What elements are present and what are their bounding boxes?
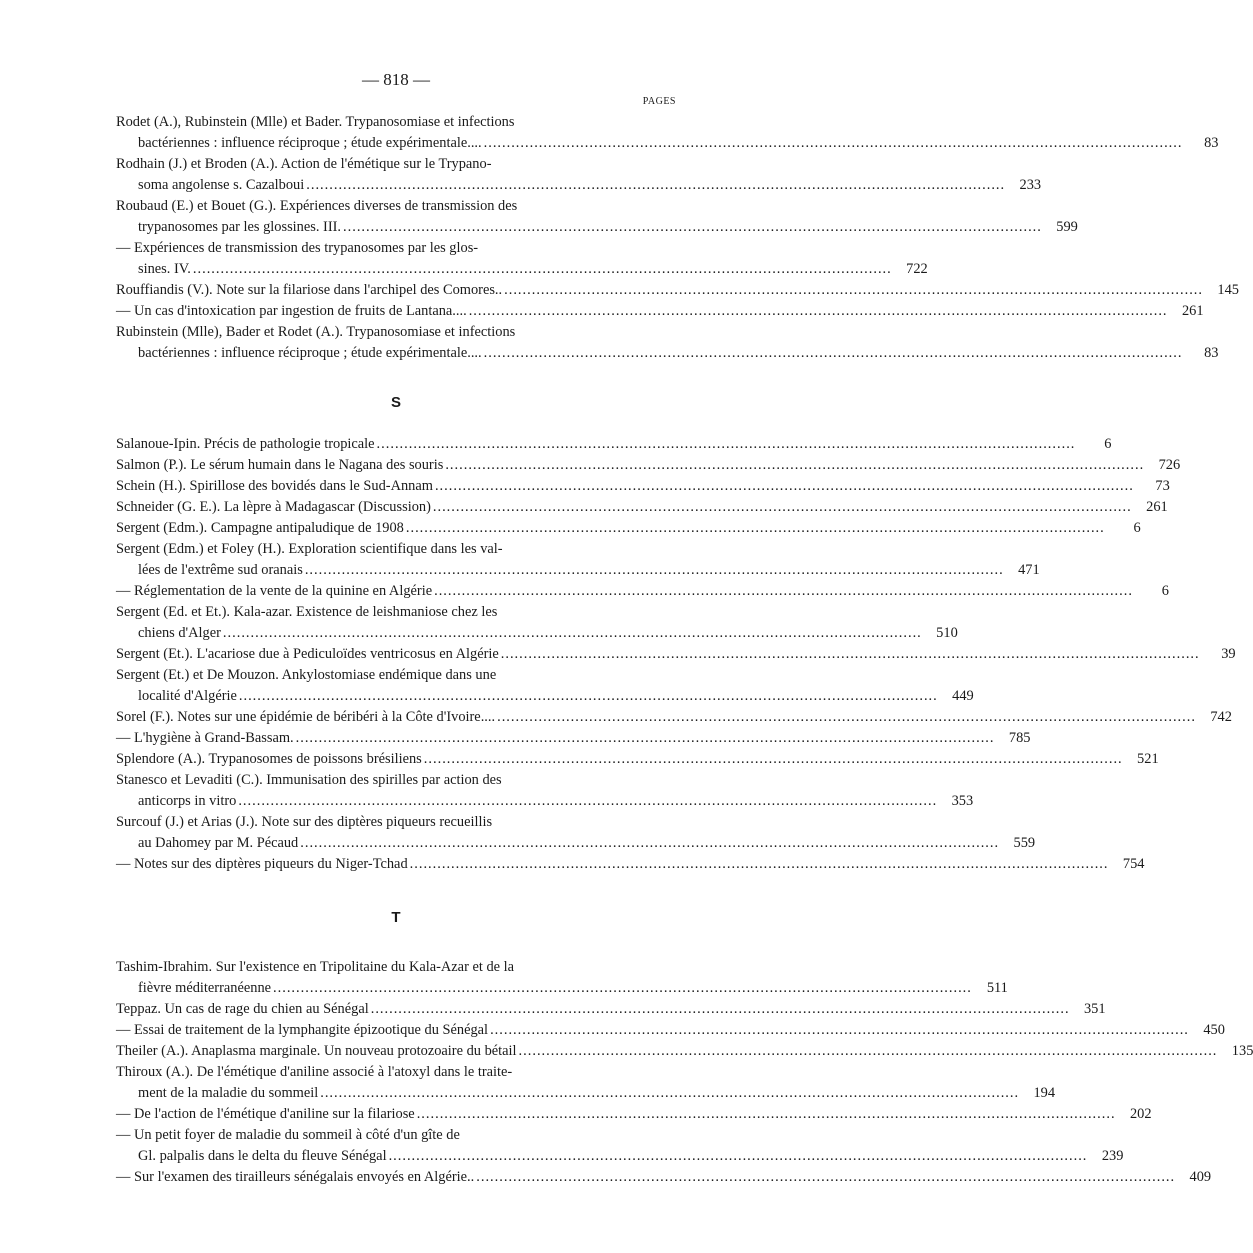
entry-line	[116, 434, 1112, 455]
entry-text: Sergent (Ed. et Et.). Kala-azar. Existence de leishmaniose chez les	[116, 604, 498, 620]
dot-leader	[424, 749, 1123, 770]
dot-leader	[484, 133, 1183, 154]
index-entry	[116, 301, 1204, 322]
entry-line	[116, 259, 928, 280]
page-number: 726	[1158, 457, 1181, 473]
entry-text: Rubinstein (Mlle), Bader et Rodet (A.). Trypanosomiase et infections	[116, 324, 516, 340]
index-entry	[116, 476, 1170, 497]
entry-line	[116, 1125, 676, 1146]
index-entry	[116, 539, 1040, 581]
entry-text: au Dahomey par M. Pécaud	[138, 835, 299, 851]
entry-text: soma angolense s. Cazalboui	[138, 177, 305, 193]
page-number: 510	[936, 625, 958, 641]
index-entry	[116, 1062, 1056, 1104]
entry-line	[116, 812, 676, 833]
section-letter-t: T	[391, 909, 401, 926]
entry-text: — Réglementation de la vente de la quinine en Algérie	[116, 583, 433, 599]
page-number: 194	[1033, 1085, 1056, 1101]
index-entry	[116, 1041, 1253, 1062]
entry-line	[116, 497, 1168, 518]
dot-leader	[469, 301, 1168, 322]
entry-text: Rouffiandis (V.). Note sur la filariose dans l'archipel des Comores..	[116, 282, 503, 298]
dot-leader	[239, 686, 938, 707]
index-entry	[116, 196, 1078, 238]
entry-text: fièvre méditerranéenne	[138, 980, 272, 996]
entry-line	[116, 518, 1141, 539]
index-entry	[116, 518, 1141, 539]
index-entry	[116, 1167, 1212, 1188]
dot-leader	[504, 280, 1203, 301]
dot-leader	[417, 1104, 1116, 1125]
entry-line	[116, 665, 676, 686]
index-entry	[116, 238, 928, 280]
entry-text: — Expériences de transmission des trypanosomes par les glos-	[116, 240, 479, 256]
entry-text: trypanosomes par les glossines. III.	[138, 219, 342, 235]
entry-text: — Sur l'examen des tirailleurs sénégalais envoyés en Algérie..	[116, 1169, 475, 1185]
entry-line	[116, 1146, 1124, 1167]
dot-leader	[377, 434, 1076, 455]
index-entry	[116, 322, 1219, 364]
entry-text: Sergent (Edm.) et Foley (H.). Exploration scientifique dans les val-	[116, 541, 503, 557]
section-t-entries	[116, 957, 1253, 1188]
entry-line	[116, 154, 676, 175]
index-entry	[116, 434, 1112, 455]
entry-line	[116, 539, 676, 560]
dot-leader	[406, 518, 1105, 539]
section-s-entries	[116, 434, 1236, 875]
entry-line	[116, 770, 676, 791]
entry-line	[116, 581, 1169, 602]
entry-text: ment de la maladie du sommeil	[138, 1085, 319, 1101]
index-entry	[116, 728, 1031, 749]
entry-line	[116, 833, 1036, 854]
page-number: 145	[1217, 282, 1239, 298]
page-number: 6	[1104, 436, 1112, 452]
entry-line	[116, 455, 1181, 476]
entry-text: — De l'action de l'émétique d'aniline sur la filariose	[116, 1106, 415, 1122]
entry-text: — Un cas d'intoxication par ingestion de fruits de Lantana....	[116, 303, 467, 319]
page-number: 6	[1161, 583, 1169, 599]
entry-line	[116, 978, 1008, 999]
entry-text: Splendore (A.). Trypanosomes de poissons brésiliens	[116, 751, 422, 767]
entry-line	[116, 686, 974, 707]
dot-leader	[484, 343, 1183, 364]
entry-line	[116, 707, 1232, 728]
page-number: 73	[1155, 478, 1170, 494]
entry-line	[116, 602, 676, 623]
entry-text: chiens d'Alger	[138, 625, 221, 641]
page-folio: — 818 —	[362, 70, 430, 89]
dot-leader	[434, 581, 1133, 602]
entry-line	[116, 343, 1219, 364]
index-entry	[116, 581, 1169, 602]
index-entry	[116, 957, 1008, 999]
index-entry	[116, 665, 974, 707]
entry-line	[116, 1041, 1253, 1062]
entry-text: Salanoue-Ipin. Précis de pathologie tropicale	[116, 436, 375, 452]
entry-text: — Essai de traitement de la lymphangite épizootique du Sénégal	[116, 1022, 489, 1038]
dot-leader	[389, 1146, 1088, 1167]
dot-leader	[238, 791, 937, 812]
page-number: 471	[1018, 562, 1040, 578]
entry-text: — L'hygiène à Grand-Bassam.	[116, 730, 294, 746]
page-number: 261	[1146, 499, 1168, 515]
entry-text: Salmon (P.). Le sérum humain dans le Nagana des souris	[116, 457, 444, 473]
entry-text: Roubaud (E.) et Bouet (G.). Expériences diverses de transmission des	[116, 198, 518, 214]
entry-text: Thiroux (A.). De l'émétique d'aniline associé à l'atoxyl dans le traite-	[116, 1064, 513, 1080]
dot-leader	[320, 1083, 1019, 1104]
entry-line	[116, 1167, 1212, 1188]
dot-leader	[501, 644, 1200, 665]
entry-text: Sergent (Et.). L'acariose due à Pediculoïdes ventricosus en Algérie	[116, 646, 499, 662]
entry-line	[116, 728, 1031, 749]
pages-column-label: PAGES	[642, 96, 676, 107]
page-number: 599	[1056, 219, 1078, 235]
entry-line	[116, 112, 676, 133]
page-number: 39	[1221, 646, 1236, 662]
entry-text: — Notes sur des diptères piqueurs du Niger-Tchad	[116, 856, 408, 872]
page-number: 449	[952, 688, 974, 704]
entry-text: Gl. palpalis dans le delta du fleuve Sénégal	[138, 1148, 387, 1164]
entry-text: bactériennes : influence réciproque ; étude expérimentale....	[138, 345, 482, 361]
page-number: 135	[1231, 1043, 1253, 1059]
dot-leader	[300, 833, 999, 854]
page-number: 511	[986, 980, 1008, 996]
entry-text: bactériennes : influence réciproque ; étude expérimentale....	[138, 135, 482, 151]
index-entry	[116, 1104, 1152, 1125]
dot-leader	[193, 259, 892, 280]
entry-text: Sorel (F.). Notes sur une épidémie de béribéri à la Côte d'Ivoire....	[116, 709, 496, 725]
entry-text: anticorps in vitro	[138, 793, 237, 809]
entry-line	[116, 280, 1239, 301]
entry-text: Rodhain (J.) et Broden (A.). Action de l'émétique sur le Trypano-	[116, 156, 492, 172]
page-number: 742	[1210, 709, 1232, 725]
dot-leader	[433, 497, 1132, 518]
entry-text: — Un petit foyer de maladie du sommeil à côté d'un gîte de	[116, 1127, 460, 1143]
entry-line	[116, 217, 1078, 238]
entry-line	[116, 301, 1204, 322]
dot-leader	[410, 854, 1109, 875]
entry-text: Schein (H.). Spirillose des bovidés dans le Sud-Annam	[116, 478, 433, 494]
dot-leader	[223, 623, 922, 644]
index-entry	[116, 854, 1145, 875]
index-entry	[116, 455, 1181, 476]
index-entry	[116, 707, 1232, 728]
page-number: 83	[1204, 135, 1219, 151]
index-entry	[116, 602, 958, 644]
index-entry	[116, 1125, 1124, 1167]
entry-line	[116, 322, 676, 343]
dot-leader	[490, 1020, 1189, 1041]
entry-text: Stanesco et Levaditi (C.). Immunisation des spirilles par action des	[116, 772, 502, 788]
entry-line	[116, 238, 676, 259]
entry-line	[116, 957, 676, 978]
section-r-entries	[116, 112, 1239, 364]
index-entry	[116, 280, 1239, 301]
page-number: 202	[1129, 1106, 1152, 1122]
page-number: 351	[1083, 1001, 1106, 1017]
entry-text: localité d'Algérie	[138, 688, 237, 704]
entry-line	[116, 644, 1236, 665]
entry-line	[116, 1104, 1152, 1125]
dot-leader	[371, 999, 1070, 1020]
entry-line	[116, 196, 676, 217]
page-number: 450	[1203, 1022, 1225, 1038]
entry-line	[116, 623, 958, 644]
dot-leader	[445, 455, 1144, 476]
entry-text: sines. IV.	[138, 261, 191, 277]
entry-line	[116, 133, 1219, 154]
entry-text: Theiler (A.). Anaplasma marginale. Un nouveau protozoaire du bétail	[116, 1043, 517, 1059]
page-number: 754	[1122, 856, 1145, 872]
entry-line	[116, 1020, 1225, 1041]
page-number: 261	[1181, 303, 1204, 319]
page-number: 722	[906, 261, 928, 277]
entry-text: lées de l'extrême sud oranais	[138, 562, 303, 578]
dot-leader	[519, 1041, 1218, 1062]
index-page	[116, 70, 1253, 1188]
entry-line	[116, 854, 1145, 875]
index-entry	[116, 770, 974, 812]
entry-line	[116, 999, 1106, 1020]
index-entry	[116, 644, 1236, 665]
dot-leader	[273, 978, 972, 999]
entry-line	[116, 1083, 1056, 1104]
entry-text: Sergent (Edm.). Campagne antipaludique de 1908	[116, 520, 404, 536]
dot-leader	[305, 560, 1004, 581]
page-number: 233	[1019, 177, 1042, 193]
dot-leader	[296, 728, 995, 749]
page-number: 83	[1204, 345, 1219, 361]
entry-text: Teppaz. Un cas de rage du chien au Sénégal	[116, 1001, 369, 1017]
entry-text: Schneider (G. E.). La lèpre à Madagascar (Discussion)	[116, 499, 431, 515]
page-number: 785	[1008, 730, 1031, 746]
index-entry	[116, 112, 1219, 154]
page-number: 521	[1137, 751, 1159, 767]
entry-line	[116, 791, 974, 812]
index-entry	[116, 749, 1159, 770]
entry-line	[116, 1062, 676, 1083]
entry-text: Rodet (A.), Rubinstein (Mlle) et Bader. Trypanosomiase et infections	[116, 114, 515, 130]
entry-line	[116, 749, 1159, 770]
page-number: 239	[1101, 1148, 1124, 1164]
dot-leader	[343, 217, 1042, 238]
page-number: 6	[1133, 520, 1141, 536]
section-letter-s: S	[390, 394, 401, 411]
dot-leader	[306, 175, 1005, 196]
page-number: 353	[951, 793, 974, 809]
page-number: 559	[1013, 835, 1036, 851]
entry-text: Surcouf (J.) et Arias (J.). Note sur des diptères piqueurs recueillis	[116, 814, 493, 830]
entry-line	[116, 476, 1170, 497]
entry-line	[116, 175, 1042, 196]
entry-line	[116, 560, 1040, 581]
page-number: 409	[1189, 1169, 1212, 1185]
dot-leader	[476, 1167, 1175, 1188]
entry-text: Sergent (Et.) et De Mouzon. Ankylostomiase endémique dans une	[116, 667, 497, 683]
index-entry	[116, 154, 1042, 196]
index-entry	[116, 812, 1036, 854]
index-entry	[116, 1020, 1225, 1041]
index-entry	[116, 999, 1106, 1020]
index-entry	[116, 497, 1168, 518]
entry-text: Tashim-Ibrahim. Sur l'existence en Tripolitaine du Kala-Azar et de la	[116, 959, 515, 975]
dot-leader	[497, 707, 1196, 728]
dot-leader	[435, 476, 1134, 497]
